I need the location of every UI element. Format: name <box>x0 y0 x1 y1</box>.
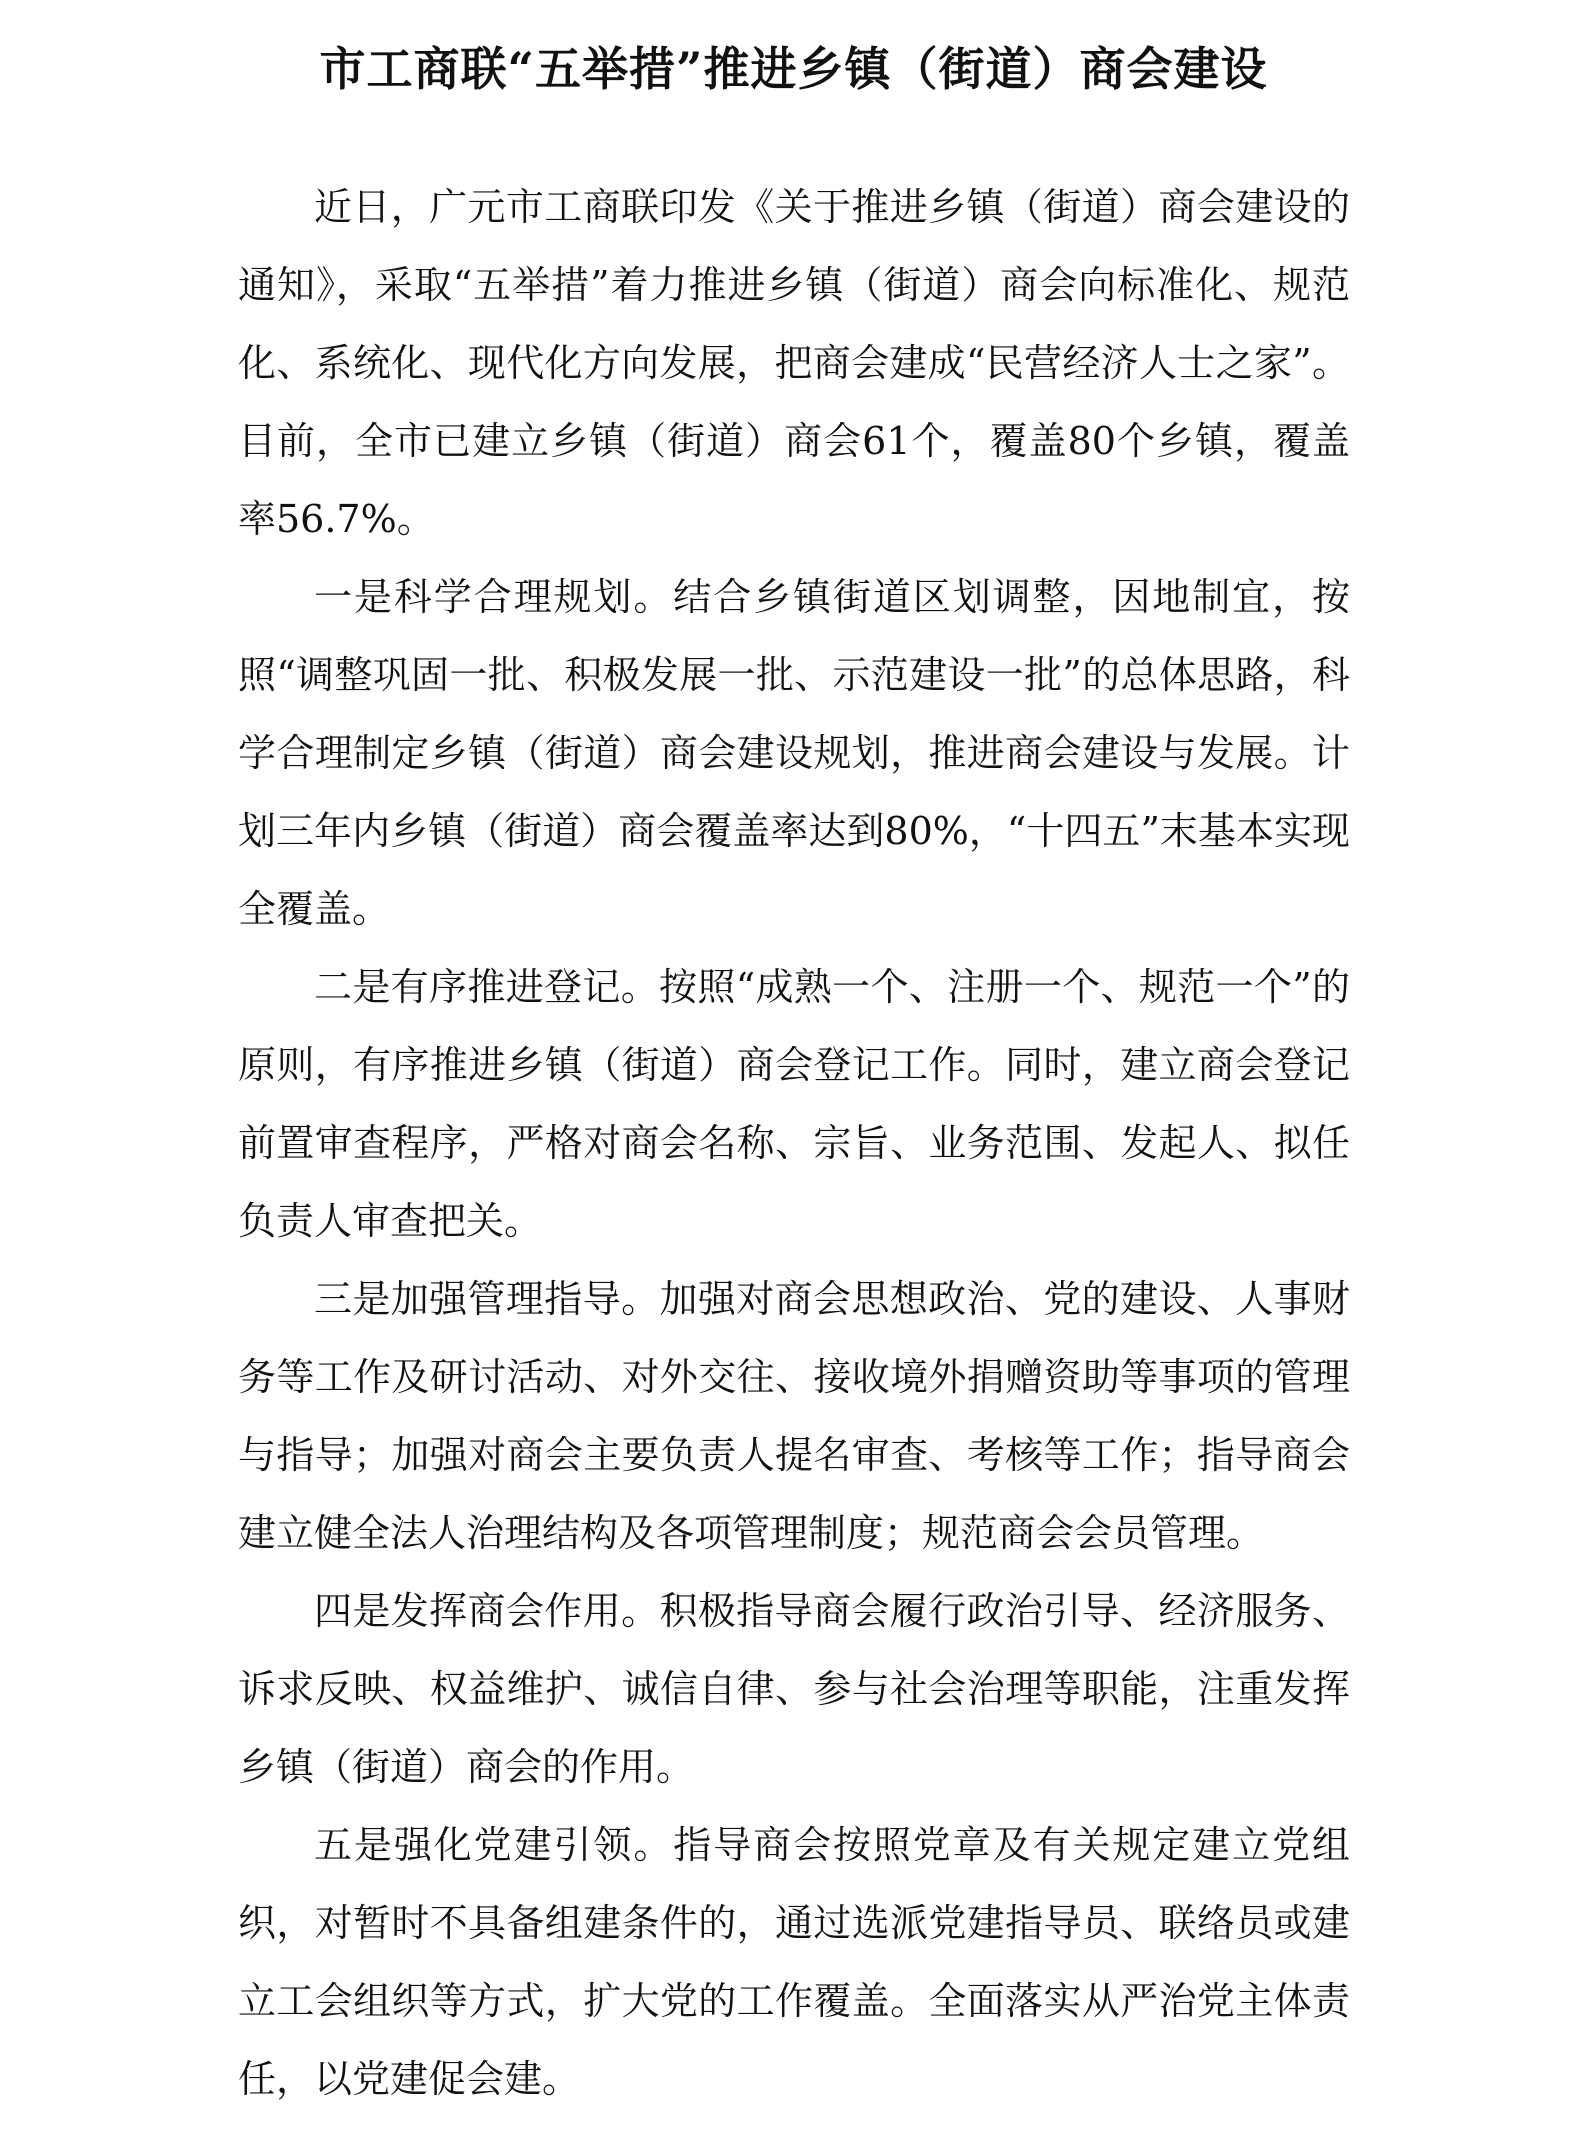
paragraph-measure-2: 二是有序推进登记。按照“成熟一个、注册一个、规范一个”的原则，有序推进乡镇（街道）商会登记工作。同时，建立商会登记前置审查程序，严格对商会名称、宗旨、业务范围、发起人、拟任负责人审查把关。 <box>238 965 1350 1243</box>
document-title: 市工商联“五举措”推进乡镇（街道）商会建设 <box>319 41 1268 96</box>
paragraph-measure-3: 三是加强管理指导。加强对商会思想政治、党的建设、人事财务等工作及研讨活动、对外交往、接收境外捐赠资助等事项的管理与指导；加强对商会主要负责人提名审查、考核等工作；指导商会建立健全法人治理结构及各项管理制度；规范商会会员管理。 <box>238 1277 1350 1555</box>
paragraph-measure-5: 五是强化党建引领。指导商会按照党章及有关规定建立党组织，对暂时不具备组建条件的，通过选派党建指导员、联络员或建立工会组织等方式，扩大党的工作覆盖。全面落实从严治党主体责任，以党建促会建。 <box>238 1823 1350 2101</box>
document-body <box>238 168 1350 2118</box>
paragraph-intro: 近日，广元市工商联印发《关于推进乡镇（街道）商会建设的通知》，采取“五举措”着力推进乡镇（街道）商会向标准化、规范化、系统化、现代化方向发展，把商会建成“民营经济人士之家”。目前，全市已建立乡镇（街道）商会61个，覆盖80个乡镇，覆盖率56.7%。 <box>238 185 1350 541</box>
paragraph-measure-1: 一是科学合理规划。结合乡镇街道区划调整，因地制宜，按照“调整巩固一批、积极发展一批、示范建设一批”的总体思路，科学合理制定乡镇（街道）商会建设规划，推进商会建设与发展。计划三年内乡镇（街道）商会覆盖率达到80%，“十四五”末基本实现全覆盖。 <box>238 575 1350 931</box>
paragraph-measure-4: 四是发挥商会作用。积极指导商会履行政治引导、经济服务、诉求反映、权益维护、诚信自律、参与社会治理等职能，注重发挥乡镇（街道）商会的作用。 <box>238 1589 1350 1789</box>
